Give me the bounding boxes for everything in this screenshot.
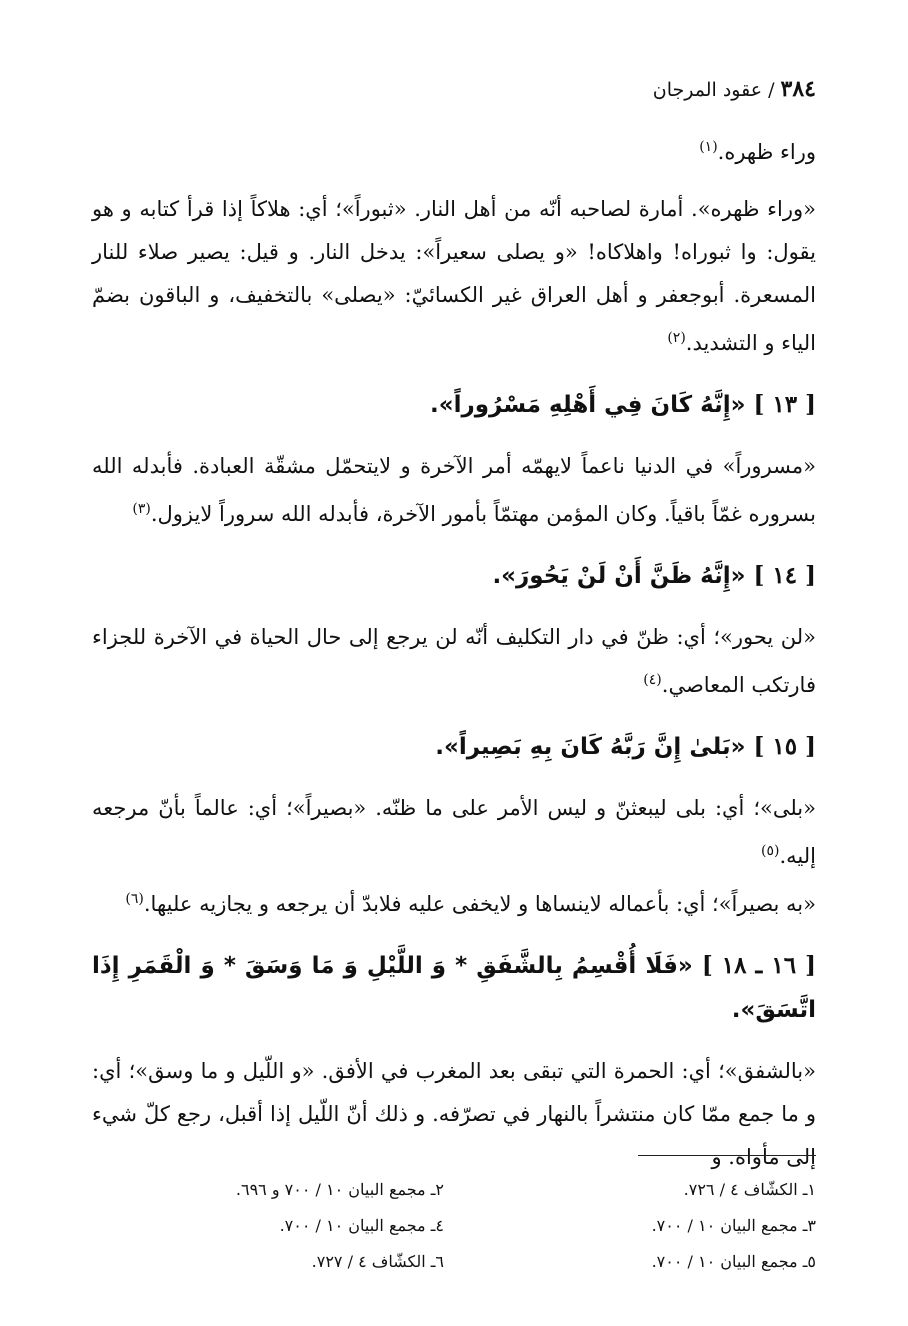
paragraph: [92, 1050, 816, 1179]
paragraph: [92, 445, 816, 536]
paragraph: [92, 126, 816, 174]
paragraph-text: «مسروراً» في الدنيا ناعماً لايهمّه أمر الآخرة و لايتحمّل مشقّة العبادة. فأبدله الله بسروره غمّاً باقياً. وكان المؤمن مهتمّاً بأمور الآخرة، فأبدله الله سروراً لايزول.: [92, 454, 816, 526]
paragraph-text: «به بصيراً»؛ أي: بأعماله لاينساها و لايخفى عليه فلابدّ أن يرجعه و يجازيه عليها.: [143, 892, 816, 916]
footnote-ref: (٥): [761, 843, 780, 859]
paragraph-text: «بلى»؛ أي: بلى ليبعثنّ و ليس الأمر على ما ظنّه. «بصيراً»؛ أي: عالماً بأنّ مرجعه إليه.: [92, 796, 816, 868]
paragraph-text: «بالشفق»؛ أي: الحمرة التي تبقى بعد المغرب في الأفق. «و اللّيل و ما وسق»؛ أي: و ما جمع ممّا كان منتشراً بالنهار في تصرّفه. و ذلك أنّ اللّيل إذا أقبل، رجع كلّ شيء إلى مأواه. و: [92, 1059, 816, 1169]
running-header: [92, 76, 816, 102]
footnote: ٥ـ مجمع البيان ١٠ / ٧٠٠.: [651, 1252, 816, 1271]
paragraph: [92, 878, 816, 926]
verse-text: «بَلىٰ إِنَّ رَبَّهُ كَانَ بِهِ بَصِيراً».: [435, 734, 746, 760]
footnote-ref: (٣): [132, 501, 151, 517]
footnote-divider: [638, 1155, 816, 1156]
verse-heading: [92, 554, 816, 598]
verse-text: «إِنَّهُ ظَنَّ أَنْ لَنْ يَحُورَ».: [492, 563, 746, 589]
paragraph: [92, 188, 816, 365]
verse-number: [ ١٦ ـ ١٨ ]: [701, 952, 817, 979]
paragraph-text: وراء ظهره.: [717, 140, 816, 164]
verse-number: [ ١٣ ]: [753, 391, 816, 418]
paragraph-text: «وراء ظهره». أمارة لصاحبه أنّه من أهل النار. «ثبوراً»؛ أي: هلاكاً إذا قرأ كتابه و هو يقول: وا ثبوراه! واهلاكاه! «و يصلى سعيراً»: يدخل النار. و قيل: يصير صلاء للنار المسعرة. أبوجعفر و أهل العراق غير الكسائيّ: «يصلى» بالتخفيف، و الباقون بضمّ الياء و التشديد.: [92, 197, 816, 355]
footnote-ref: (٤): [643, 672, 662, 688]
paragraph: [92, 787, 816, 878]
footnote: ٤ـ مجمع البيان ١٠ / ٧٠٠.: [279, 1216, 444, 1235]
footnote-ref: (١): [699, 139, 718, 155]
verse-text: «فَلَا أُقْسِمُ بِالشَّفَقِ * وَ اللَّيْلِ وَ مَا وَسَقَ * وَ الْقَمَرِ إِذَا اتَّسَقَ».: [92, 953, 816, 1023]
verse-text: «إِنَّهُ كَانَ فِي أَهْلِهِ مَسْرُوراً».: [430, 392, 746, 418]
verse-heading: [92, 944, 816, 1032]
paragraph: [92, 616, 816, 707]
footnote-ref: (٢): [667, 330, 686, 346]
footnote: ٣ـ مجمع البيان ١٠ / ٧٠٠.: [651, 1216, 816, 1235]
footnote: ٦ـ الكشّاف ٤ / ٧٢٧.: [311, 1252, 444, 1271]
page-number: ٣٨٤: [780, 76, 816, 102]
book-title: عقود المرجان: [652, 79, 763, 101]
header-separator: /: [768, 79, 775, 101]
footnote: ١ـ الكشّاف ٤ / ٧٢٦.: [683, 1180, 816, 1199]
verse-number: [ ١٤ ]: [753, 562, 816, 589]
verse-number: [ ١٥ ]: [753, 733, 816, 760]
footnotes: [92, 1172, 816, 1280]
paragraph-text: «لن يحور»؛ أي: ظنّ في دار التكليف أنّه لن يرجع إلى حال الحياة في الآخرة للجزاء فارتكب المعاصي.: [92, 625, 816, 697]
footnote: ٢ـ مجمع البيان ١٠ / ٧٠٠ و ٦٩٦.: [235, 1180, 444, 1199]
verse-heading: [92, 383, 816, 427]
footnote-ref: (٦): [125, 891, 144, 907]
page-body: [92, 128, 816, 1193]
verse-heading: [92, 725, 816, 769]
